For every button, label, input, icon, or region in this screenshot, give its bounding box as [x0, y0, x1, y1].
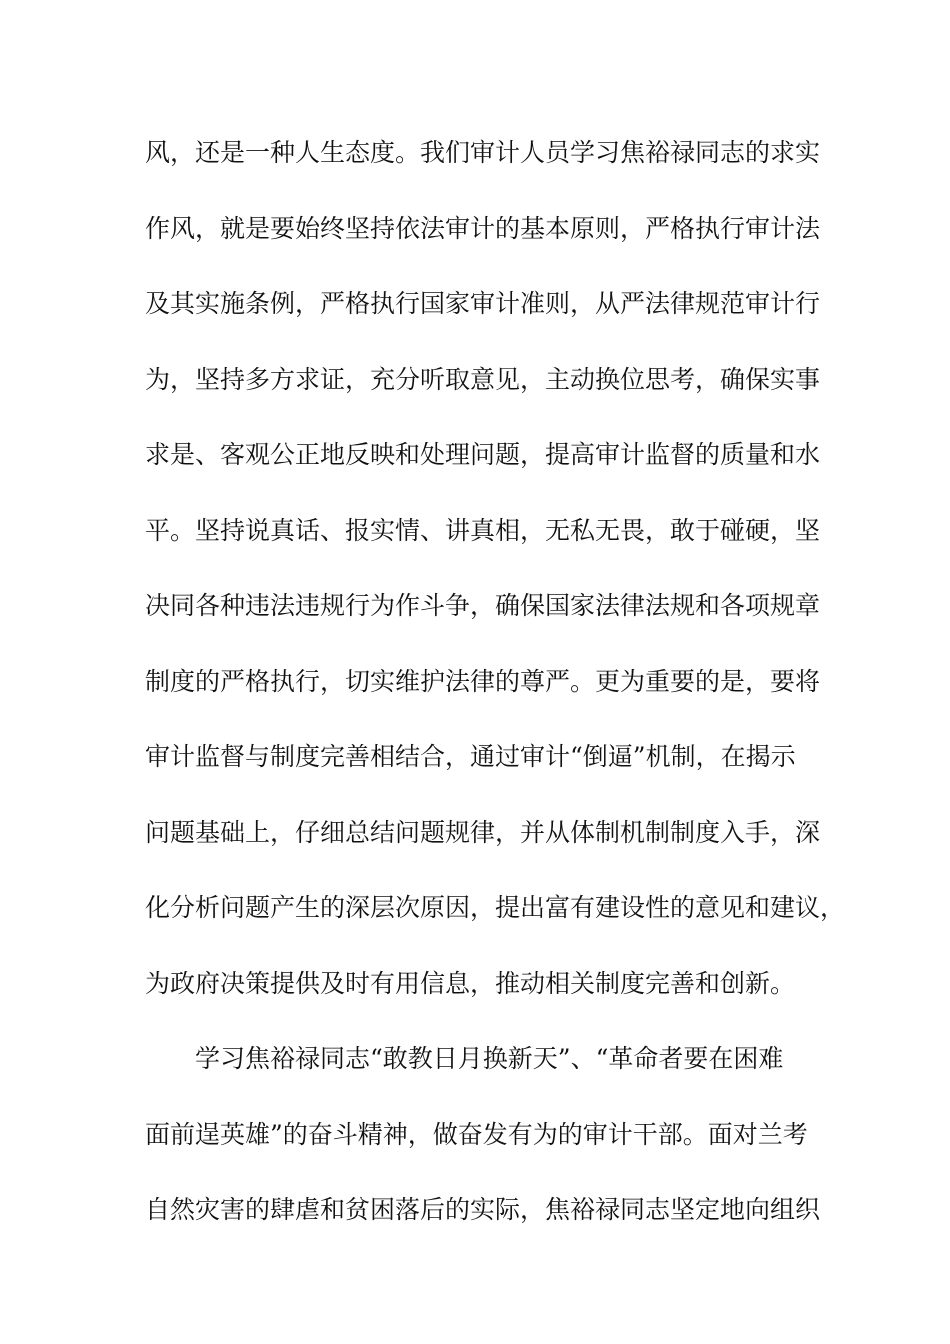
text-line: 为，坚持多方求证，充分听取意见，主动换位思考，确保实事 [145, 364, 821, 394]
text-line: 风，还是一种人生态度。我们审计人员学习焦裕禄同志的求实 [145, 138, 821, 167]
text-line: 制度的严格执行，切实维护法律的尊严。更为重要的是，要将 [145, 666, 821, 696]
text-line: 化分析问题产生的深层次原因，提出富有建设性的意见和建议， [145, 893, 846, 922]
paragraph-start-line: 学习焦裕禄同志“敢教日月换新天”、“革命者要在困难 [195, 1044, 784, 1073]
text-line: 平。坚持说真话、报实情、讲真相，无私无畏，敢于碰硬，坚 [145, 515, 821, 545]
text-line: 决同各种违法违规行为作斗争，确保国家法律法规和各项规章 [145, 591, 821, 620]
text-line: 自然灾害的肆虐和贫困落后的实际，焦裕禄同志坚定地向组织 [145, 1195, 821, 1224]
text-line: 求是、客观公正地反映和处理问题，提高审计监督的质量和水 [145, 440, 821, 469]
body-text [145, 131, 846, 1264]
text-line: 及其实施条例，严格执行国家审计准则，从严法律规范审计行 [145, 289, 821, 318]
text-line: 问题基础上，仔细总结问题规律，并从体制机制制度入手，深 [145, 817, 821, 847]
text-line: 面前逞英雄”的奋斗精神，做奋发有为的审计干部。面对兰考 [145, 1119, 808, 1149]
text-line: 审计监督与制度完善相结合，通过审计“倒逼”机制，在揭示 [145, 742, 796, 771]
text-line: 为政府决策提供及时有用信息，推动相关制度完善和创新。 [145, 968, 796, 998]
text-line: 作风，就是要始终坚持依法审计的基本原则，严格执行审计法 [145, 213, 821, 243]
